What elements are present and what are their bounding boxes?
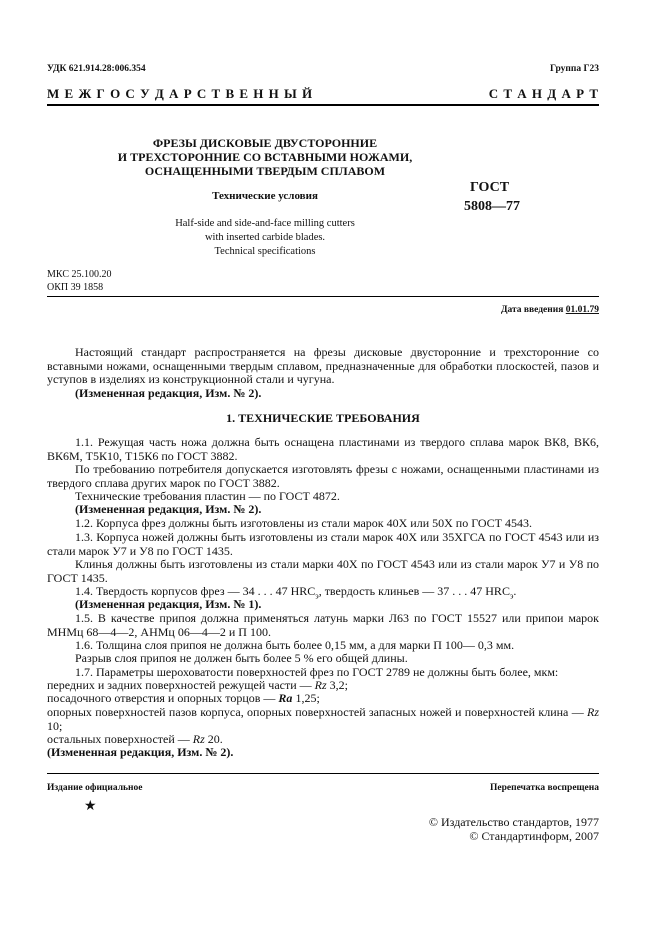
roughness-front-param: Rz [314,678,327,692]
title-line-2: И ТРЕХСТОРОННИЕ СО ВСТАВНЫМИ НОЖАМИ, [117,150,413,164]
clause-1-1-option: По требованию потребителя допускается изготовлять фрезы с ножами, оснащенными пластинами из твердого сплава других марок по ГОСТ 3882. [47,462,599,490]
clause-1-5: 1.5. В качестве припоя должна применяться латунь марки Л63 по ГОСТ 15527 или припои марок МНМц 68—4—2, АНМц 06—4—2 и П 100. [47,611,599,639]
classification-codes [47,268,111,294]
document-subtitle: Технические условия [212,190,318,202]
roughness-bore-value: 1,25; [292,691,320,705]
roughness-slots-value: 10; [47,718,63,733]
okp-code: ОКП 39 1858 [47,282,104,293]
title-line-3: ОСНАЩЕННЫМИ ТВЕРДЫМ СПЛАВОМ [144,164,386,178]
clause-1-2: 1.2. Корпуса фрез должны быть изготовлены из стали марок 40Х или 50Х по ГОСТ 4543. [75,516,532,530]
banner-right: С Т А Н Д А Р Т [488,86,599,101]
clause-1-1-plates: Технические требования пластин — по ГОСТ 4872. [75,489,340,503]
english-title-line-1: Half-side and side-and-face milling cutters [175,218,355,229]
english-title-line-3: Technical specifications [214,246,316,257]
introduction-date [501,305,599,315]
english-title [100,217,430,259]
intro-amendment: (Измененная редакция, Изм. № 2). [75,386,262,400]
roughness-bore-label: посадочного отверстия и опорных торцов — [47,691,279,705]
clause-1-7-amendment: (Измененная редакция, Изм. № 2). [47,745,234,759]
footer-rule [47,773,599,774]
clause-1-3-wedges: Клинья должны быть изготовлены из стали марки 40Х по ГОСТ 4543 или из стали марок У7 и У8 по ГОСТ 1435. [47,557,599,585]
clause-1-4-part-b: , твердость клиньев — 37 . . . 47 HRC [318,584,510,598]
reprint-notice: Перепечатка воспрещена [489,783,599,793]
copyright-block [429,815,599,843]
date-label: Дата введения [500,305,564,315]
clause-1-1-amendment: (Измененная редакция, Изм. № 2). [75,502,262,516]
roughness-bore [47,692,599,706]
roughness-other-label: остальных поверхностей — [47,732,193,746]
roughness-slots [47,706,599,733]
clause-1-4-part-c: . [513,584,517,598]
roughness-slots-param: Rz [587,705,599,719]
official-edition: Издание официальное [47,783,143,793]
clause-1-7: 1.7. Параметры шероховатости поверхностей фрез по ГОСТ 2789 не должны быть более, мкм: [75,665,559,679]
english-title-line-2: with inserted carbide blades. [204,232,326,243]
document-title [100,136,430,178]
clause-1-1: 1.1. Режущая часть ножа должна быть оснащена пластинами из твердого сплава марок ВК8, ВК6, ВК6М, Т5К10, Т15К6 по ГОСТ 3882. [47,435,599,463]
roughness-bore-param: Ra [278,691,293,705]
roughness-front-value: 3,2; [326,678,348,692]
clause-1-4-part-a: 1.4. Твердость корпусов фрез — 34 . . . 47 HRC [75,584,316,598]
section-heading: 1. ТЕХНИЧЕСКИЕ ТРЕБОВАНИЯ [226,411,420,425]
intro-paragraph: Настоящий стандарт распространяется на фрезы дисковые двусторонние и трехсторонние со вставными ножами, оснащенными твердым сплавом, предназначенные для обработки плоскостей, пазов и уступов в изделиях из конструкционной стали и чугуна. [47,345,599,387]
clause-1-4-amendment: (Измененная редакция, Изм. № 1). [75,597,262,611]
hrc-subscript-2: э [509,591,514,601]
banner-left: М Е Ж Г О С У Д А Р С Т В Е Н Н Ы Й [47,86,314,101]
star-icon: ★ [84,799,97,814]
roughness-other-param: Rz [192,732,205,746]
copyright-1977: © Издательство стандартов, 1977 [428,815,599,829]
roughness-other-value: 20. [204,732,223,746]
mks-code: МКС 25.100.20 [47,269,112,280]
group-code: Группа Г23 [550,64,599,74]
roughness-slots-label: опорных поверхностей пазов корпуса, опорных поверхностей запасных ножей и поверхностей клина — [47,705,587,719]
clause-1-3: 1.3. Корпуса ножей должны быть изготовлены из стали марок 40Х или 35ХГСА по ГОСТ 4543 или из стали марок У7 и У8 по ГОСТ 1435. [47,530,599,558]
hrc-subscript-1: э [315,591,319,601]
banner-rule [47,104,599,106]
clause-1-6-break: Разрыв слоя припоя не должен быть более 5 % его общей длины. [75,651,408,665]
roughness-front-label: передних и задних поверхностей режущей части — [47,678,315,692]
title-line-1: ФРЕЗЫ ДИСКОВЫЕ ДВУСТОРОННИЕ [152,136,378,150]
codes-rule [47,296,599,297]
clause-1-6: 1.6. Толщина слоя припоя не должна быть более 0,15 мм, а для марки П 100— 0,3 мм. [75,638,515,652]
copyright-2007: © Стандартинформ, 2007 [469,829,599,843]
udk-code: УДК 621.914.28:006.354 [47,64,146,74]
date-value: 01.01.79 [565,305,599,315]
gost-label: ГОСТ [470,180,510,195]
gost-number: 5808—77 [464,199,520,214]
